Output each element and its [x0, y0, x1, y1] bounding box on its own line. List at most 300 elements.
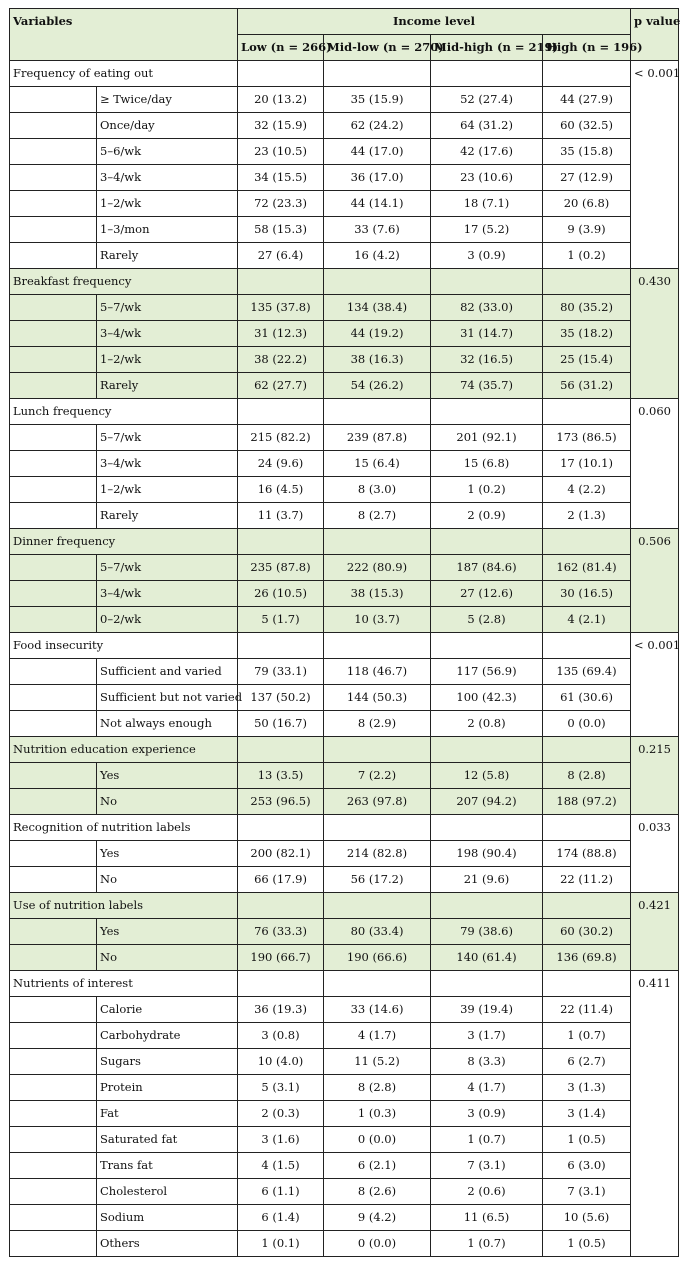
value-cell: 33 (7.6) — [324, 217, 431, 243]
value-cell: 20 (13.2) — [238, 87, 324, 113]
value-cell: 201 (92.1) — [431, 425, 543, 451]
value-cell: 13 (3.5) — [238, 763, 324, 789]
table-row — [10, 373, 679, 399]
indent-cell — [10, 347, 97, 373]
indent-cell — [10, 295, 97, 321]
value-cell: 1 (0.2) — [543, 243, 631, 269]
p-value-cell: 0.421 — [631, 893, 679, 971]
value-cell: 1 (0.7) — [543, 1023, 631, 1049]
row-label: Yes — [97, 841, 238, 867]
row-label: No — [97, 867, 238, 893]
value-cell: 200 (82.1) — [238, 841, 324, 867]
table-row — [10, 1179, 679, 1205]
value-cell: 162 (81.4) — [543, 555, 631, 581]
value-cell: 34 (15.5) — [238, 165, 324, 191]
value-cell: 56 (17.2) — [324, 867, 431, 893]
value-cell: 1 (0.7) — [431, 1127, 543, 1153]
indent-cell — [10, 1179, 97, 1205]
group-row — [10, 971, 679, 997]
value-cell: 60 (30.2) — [543, 919, 631, 945]
value-cell: 9 (4.2) — [324, 1205, 431, 1231]
value-cell: 60 (32.5) — [543, 113, 631, 139]
group-blank-cell — [431, 737, 543, 763]
row-label: Sodium — [97, 1205, 238, 1231]
table-row — [10, 685, 679, 711]
value-cell: 11 (5.2) — [324, 1049, 431, 1075]
value-cell: 3 (1.4) — [543, 1101, 631, 1127]
table-row — [10, 841, 679, 867]
group-blank-cell — [324, 529, 431, 555]
group-blank-cell — [238, 815, 324, 841]
group-blank-cell — [431, 61, 543, 87]
group-blank-cell — [543, 633, 631, 659]
row-label: 3–4/wk — [97, 321, 238, 347]
table-row — [10, 243, 679, 269]
row-label: Sufficient but not varied — [97, 685, 238, 711]
value-cell: 18 (7.1) — [431, 191, 543, 217]
value-cell: 8 (3.3) — [431, 1049, 543, 1075]
group-label: Recognition of nutrition labels — [10, 815, 238, 841]
value-cell: 0 (0.0) — [543, 711, 631, 737]
table-row — [10, 555, 679, 581]
value-cell: 4 (2.2) — [543, 477, 631, 503]
group-blank-cell — [431, 971, 543, 997]
row-label: 5–7/wk — [97, 425, 238, 451]
value-cell: 135 (37.8) — [238, 295, 324, 321]
value-cell: 136 (69.8) — [543, 945, 631, 971]
value-cell: 3 (1.6) — [238, 1127, 324, 1153]
value-cell: 21 (9.6) — [431, 867, 543, 893]
row-label: Carbohydrate — [97, 1023, 238, 1049]
indent-cell — [10, 191, 97, 217]
value-cell: 16 (4.2) — [324, 243, 431, 269]
value-cell: 50 (16.7) — [238, 711, 324, 737]
p-value-cell: 0.060 — [631, 399, 679, 529]
value-cell: 23 (10.5) — [238, 139, 324, 165]
row-label: 1–2/wk — [97, 477, 238, 503]
value-cell: 3 (0.9) — [431, 243, 543, 269]
p-value-cell: 0.506 — [631, 529, 679, 633]
value-cell: 56 (31.2) — [543, 373, 631, 399]
group-blank-cell — [431, 529, 543, 555]
value-cell: 1 (0.3) — [324, 1101, 431, 1127]
indent-cell — [10, 867, 97, 893]
p-value-cell: < 0.001 — [631, 61, 679, 269]
value-cell: 39 (19.4) — [431, 997, 543, 1023]
indent-cell — [10, 997, 97, 1023]
group-label: Lunch frequency — [10, 399, 238, 425]
value-cell: 11 (3.7) — [238, 503, 324, 529]
group-blank-cell — [238, 633, 324, 659]
value-cell: 30 (16.5) — [543, 581, 631, 607]
row-label: Not always enough — [97, 711, 238, 737]
income-level-table — [9, 8, 679, 1257]
value-cell: 3 (0.9) — [431, 1101, 543, 1127]
value-cell: 239 (87.8) — [324, 425, 431, 451]
table-row — [10, 763, 679, 789]
indent-cell — [10, 841, 97, 867]
table-row — [10, 87, 679, 113]
value-cell: 44 (27.9) — [543, 87, 631, 113]
value-cell: 235 (87.8) — [238, 555, 324, 581]
value-cell: 4 (2.1) — [543, 607, 631, 633]
value-cell: 27 (12.6) — [431, 581, 543, 607]
value-cell: 35 (15.8) — [543, 139, 631, 165]
indent-cell — [10, 139, 97, 165]
value-cell: 6 (2.7) — [543, 1049, 631, 1075]
indent-cell — [10, 555, 97, 581]
group-blank-cell — [543, 61, 631, 87]
indent-cell — [10, 1205, 97, 1231]
group-blank-cell — [543, 737, 631, 763]
indent-cell — [10, 1231, 97, 1257]
value-cell: 58 (15.3) — [238, 217, 324, 243]
value-cell: 10 (3.7) — [324, 607, 431, 633]
value-cell: 38 (16.3) — [324, 347, 431, 373]
value-cell: 7 (3.1) — [431, 1153, 543, 1179]
income-level-header: Income level — [238, 9, 631, 35]
value-cell: 8 (2.9) — [324, 711, 431, 737]
group-label: Use of nutrition labels — [10, 893, 238, 919]
value-cell: 79 (38.6) — [431, 919, 543, 945]
value-cell: 215 (82.2) — [238, 425, 324, 451]
value-cell: 4 (1.7) — [431, 1075, 543, 1101]
group-row — [10, 893, 679, 919]
indent-cell — [10, 659, 97, 685]
group-blank-cell — [238, 529, 324, 555]
value-cell: 8 (3.0) — [324, 477, 431, 503]
row-label: No — [97, 789, 238, 815]
group-row — [10, 529, 679, 555]
value-cell: 33 (14.6) — [324, 997, 431, 1023]
value-cell: 12 (5.8) — [431, 763, 543, 789]
row-label: Rarely — [97, 243, 238, 269]
level-header-mid-high: Mid-high (n = 219) — [431, 35, 543, 61]
row-label: Saturated fat — [97, 1127, 238, 1153]
value-cell: 6 (2.1) — [324, 1153, 431, 1179]
indent-cell — [10, 1023, 97, 1049]
value-cell: 2 (0.9) — [431, 503, 543, 529]
value-cell: 36 (19.3) — [238, 997, 324, 1023]
group-blank-cell — [324, 61, 431, 87]
value-cell: 22 (11.2) — [543, 867, 631, 893]
value-cell: 1 (0.7) — [431, 1231, 543, 1257]
value-cell: 64 (31.2) — [431, 113, 543, 139]
row-label: 5–7/wk — [97, 555, 238, 581]
group-blank-cell — [324, 269, 431, 295]
indent-cell — [10, 945, 97, 971]
value-cell: 10 (5.6) — [543, 1205, 631, 1231]
value-cell: 9 (3.9) — [543, 217, 631, 243]
value-cell: 137 (50.2) — [238, 685, 324, 711]
group-blank-cell — [324, 815, 431, 841]
table-row — [10, 451, 679, 477]
indent-cell — [10, 243, 97, 269]
value-cell: 44 (14.1) — [324, 191, 431, 217]
row-label: 1–2/wk — [97, 347, 238, 373]
group-blank-cell — [238, 399, 324, 425]
table-row — [10, 867, 679, 893]
indent-cell — [10, 1127, 97, 1153]
row-label: Rarely — [97, 373, 238, 399]
value-cell: 32 (15.9) — [238, 113, 324, 139]
value-cell: 188 (97.2) — [543, 789, 631, 815]
value-cell: 38 (22.2) — [238, 347, 324, 373]
value-cell: 20 (6.8) — [543, 191, 631, 217]
variables-header: Variables — [10, 9, 238, 61]
value-cell: 38 (15.3) — [324, 581, 431, 607]
indent-cell — [10, 1153, 97, 1179]
row-label: Others — [97, 1231, 238, 1257]
group-row — [10, 269, 679, 295]
group-row — [10, 737, 679, 763]
group-blank-cell — [543, 893, 631, 919]
group-label: Dinner frequency — [10, 529, 238, 555]
value-cell: 31 (12.3) — [238, 321, 324, 347]
value-cell: 1 (0.2) — [431, 477, 543, 503]
group-blank-cell — [543, 815, 631, 841]
indent-cell — [10, 373, 97, 399]
value-cell: 24 (9.6) — [238, 451, 324, 477]
table-row — [10, 997, 679, 1023]
indent-cell — [10, 425, 97, 451]
row-label: 1–3/mon — [97, 217, 238, 243]
value-cell: 52 (27.4) — [431, 87, 543, 113]
row-label: Cholesterol — [97, 1179, 238, 1205]
group-label: Food insecurity — [10, 633, 238, 659]
indent-cell — [10, 165, 97, 191]
table-row — [10, 191, 679, 217]
value-cell: 3 (1.7) — [431, 1023, 543, 1049]
table-row — [10, 1023, 679, 1049]
indent-cell — [10, 451, 97, 477]
table-row — [10, 113, 679, 139]
table-row — [10, 165, 679, 191]
row-label: Calorie — [97, 997, 238, 1023]
indent-cell — [10, 87, 97, 113]
value-cell: 26 (10.5) — [238, 581, 324, 607]
p-value-header: p value — [631, 9, 679, 61]
value-cell: 6 (3.0) — [543, 1153, 631, 1179]
table-row — [10, 425, 679, 451]
row-label: ≥ Twice/day — [97, 87, 238, 113]
value-cell: 4 (1.5) — [238, 1153, 324, 1179]
group-blank-cell — [238, 269, 324, 295]
value-cell: 253 (96.5) — [238, 789, 324, 815]
table-row — [10, 789, 679, 815]
value-cell: 8 (2.6) — [324, 1179, 431, 1205]
value-cell: 190 (66.6) — [324, 945, 431, 971]
row-label: 3–4/wk — [97, 451, 238, 477]
indent-cell — [10, 217, 97, 243]
value-cell: 173 (86.5) — [543, 425, 631, 451]
group-blank-cell — [324, 633, 431, 659]
level-header-low: Low (n = 266) — [238, 35, 324, 61]
group-blank-cell — [238, 61, 324, 87]
row-label: Trans fat — [97, 1153, 238, 1179]
indent-cell — [10, 477, 97, 503]
indent-cell — [10, 321, 97, 347]
indent-cell — [10, 711, 97, 737]
value-cell: 8 (2.8) — [324, 1075, 431, 1101]
header-row-1 — [10, 9, 679, 35]
value-cell: 222 (80.9) — [324, 555, 431, 581]
value-cell: 187 (84.6) — [431, 555, 543, 581]
value-cell: 134 (38.4) — [324, 295, 431, 321]
table-row — [10, 1075, 679, 1101]
row-label: Yes — [97, 763, 238, 789]
row-label: No — [97, 945, 238, 971]
value-cell: 6 (1.4) — [238, 1205, 324, 1231]
indent-cell — [10, 581, 97, 607]
group-blank-cell — [238, 893, 324, 919]
group-label: Nutrition education experience — [10, 737, 238, 763]
table-row — [10, 919, 679, 945]
indent-cell — [10, 919, 97, 945]
value-cell: 1 (0.1) — [238, 1231, 324, 1257]
value-cell: 1 (0.5) — [543, 1231, 631, 1257]
table-container — [9, 8, 679, 1257]
value-cell: 23 (10.6) — [431, 165, 543, 191]
group-blank-cell — [238, 971, 324, 997]
value-cell: 0 (0.0) — [324, 1231, 431, 1257]
value-cell: 76 (33.3) — [238, 919, 324, 945]
table-row — [10, 1127, 679, 1153]
row-label: 5–7/wk — [97, 295, 238, 321]
value-cell: 80 (33.4) — [324, 919, 431, 945]
value-cell: 214 (82.8) — [324, 841, 431, 867]
table-row — [10, 607, 679, 633]
p-value-cell: 0.411 — [631, 971, 679, 1257]
value-cell: 44 (19.2) — [324, 321, 431, 347]
value-cell: 42 (17.6) — [431, 139, 543, 165]
value-cell: 7 (3.1) — [543, 1179, 631, 1205]
indent-cell — [10, 1101, 97, 1127]
value-cell: 36 (17.0) — [324, 165, 431, 191]
value-cell: 22 (11.4) — [543, 997, 631, 1023]
value-cell: 207 (94.2) — [431, 789, 543, 815]
value-cell: 2 (0.3) — [238, 1101, 324, 1127]
value-cell: 10 (4.0) — [238, 1049, 324, 1075]
indent-cell — [10, 113, 97, 139]
group-blank-cell — [324, 893, 431, 919]
indent-cell — [10, 1049, 97, 1075]
group-label: Nutrients of interest — [10, 971, 238, 997]
value-cell: 174 (88.8) — [543, 841, 631, 867]
value-cell: 8 (2.7) — [324, 503, 431, 529]
value-cell: 198 (90.4) — [431, 841, 543, 867]
table-row — [10, 347, 679, 373]
group-label: Breakfast frequency — [10, 269, 238, 295]
value-cell: 2 (0.6) — [431, 1179, 543, 1205]
value-cell: 2 (0.8) — [431, 711, 543, 737]
value-cell: 100 (42.3) — [431, 685, 543, 711]
table-row — [10, 503, 679, 529]
value-cell: 1 (0.5) — [543, 1127, 631, 1153]
value-cell: 27 (6.4) — [238, 243, 324, 269]
row-label: 0–2/wk — [97, 607, 238, 633]
table-row — [10, 1049, 679, 1075]
group-blank-cell — [431, 893, 543, 919]
value-cell: 0 (0.0) — [324, 1127, 431, 1153]
group-label: Frequency of eating out — [10, 61, 238, 87]
p-value-cell: < 0.001 — [631, 633, 679, 737]
group-blank-cell — [431, 633, 543, 659]
value-cell: 15 (6.4) — [324, 451, 431, 477]
value-cell: 263 (97.8) — [324, 789, 431, 815]
table-row — [10, 659, 679, 685]
value-cell: 5 (1.7) — [238, 607, 324, 633]
value-cell: 79 (33.1) — [238, 659, 324, 685]
table-row — [10, 945, 679, 971]
group-row — [10, 61, 679, 87]
value-cell: 16 (4.5) — [238, 477, 324, 503]
value-cell: 80 (35.2) — [543, 295, 631, 321]
row-label: Fat — [97, 1101, 238, 1127]
value-cell: 190 (66.7) — [238, 945, 324, 971]
value-cell: 62 (24.2) — [324, 113, 431, 139]
row-label: 5–6/wk — [97, 139, 238, 165]
row-label: Yes — [97, 919, 238, 945]
value-cell: 17 (5.2) — [431, 217, 543, 243]
indent-cell — [10, 1075, 97, 1101]
value-cell: 35 (18.2) — [543, 321, 631, 347]
value-cell: 6 (1.1) — [238, 1179, 324, 1205]
level-header-mid-low: Mid-low (n = 270) — [324, 35, 431, 61]
value-cell: 44 (17.0) — [324, 139, 431, 165]
value-cell: 135 (69.4) — [543, 659, 631, 685]
value-cell: 61 (30.6) — [543, 685, 631, 711]
value-cell: 2 (1.3) — [543, 503, 631, 529]
row-label: 3–4/wk — [97, 165, 238, 191]
table-body — [10, 61, 679, 1257]
value-cell: 7 (2.2) — [324, 763, 431, 789]
value-cell: 8 (2.8) — [543, 763, 631, 789]
value-cell: 11 (6.5) — [431, 1205, 543, 1231]
value-cell: 62 (27.7) — [238, 373, 324, 399]
group-blank-cell — [431, 399, 543, 425]
group-blank-cell — [543, 269, 631, 295]
group-blank-cell — [324, 737, 431, 763]
value-cell: 4 (1.7) — [324, 1023, 431, 1049]
value-cell: 144 (50.3) — [324, 685, 431, 711]
value-cell: 25 (15.4) — [543, 347, 631, 373]
value-cell: 5 (3.1) — [238, 1075, 324, 1101]
indent-cell — [10, 607, 97, 633]
indent-cell — [10, 763, 97, 789]
group-blank-cell — [543, 971, 631, 997]
table-row — [10, 217, 679, 243]
p-value-cell: 0.033 — [631, 815, 679, 893]
row-label: 3–4/wk — [97, 581, 238, 607]
value-cell: 32 (16.5) — [431, 347, 543, 373]
table-row — [10, 321, 679, 347]
value-cell: 66 (17.9) — [238, 867, 324, 893]
table-row — [10, 477, 679, 503]
value-cell: 117 (56.9) — [431, 659, 543, 685]
group-row — [10, 633, 679, 659]
level-header-high: High (n = 196) — [543, 35, 631, 61]
group-row — [10, 815, 679, 841]
table-row — [10, 1153, 679, 1179]
value-cell: 17 (10.1) — [543, 451, 631, 477]
p-value-cell: 0.430 — [631, 269, 679, 399]
value-cell: 15 (6.8) — [431, 451, 543, 477]
value-cell: 140 (61.4) — [431, 945, 543, 971]
indent-cell — [10, 503, 97, 529]
group-blank-cell — [543, 399, 631, 425]
group-blank-cell — [324, 971, 431, 997]
